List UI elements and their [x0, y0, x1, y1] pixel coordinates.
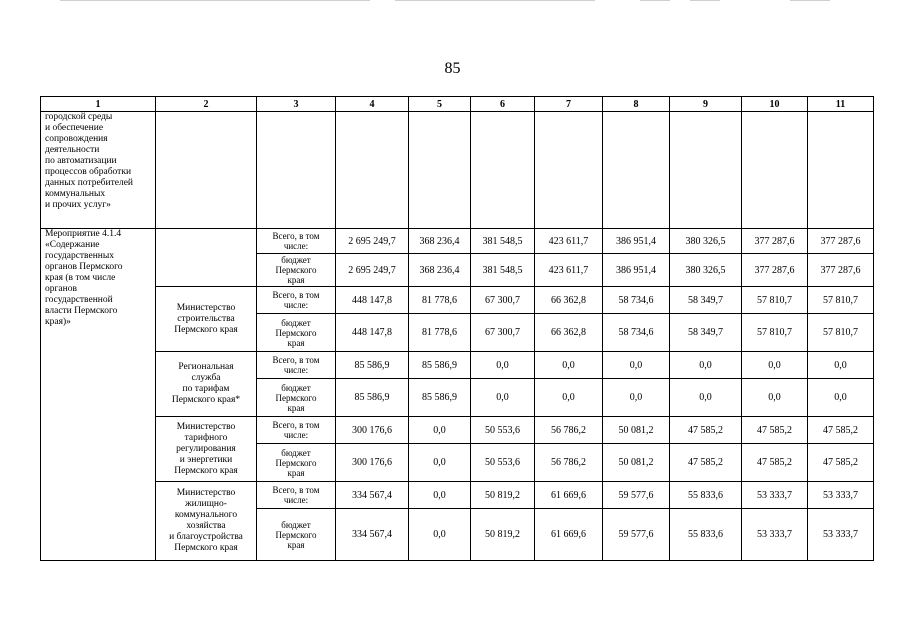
amount-cell: 59 577,6 — [603, 482, 670, 509]
table-row — [41, 417, 874, 444]
amount-cell: 386 951,4 — [603, 229, 670, 254]
column-header: 8 — [603, 97, 670, 112]
amount-cell: 423 611,7 — [535, 254, 603, 287]
amount-cell: 377 287,6 — [808, 254, 874, 287]
column-number-row — [41, 97, 874, 112]
executor-cell: Министерство строительства Пермского края — [156, 287, 257, 352]
funding-source-cell: Всего, в том числе: — [257, 482, 336, 509]
amount-cell: 0,0 — [742, 379, 808, 417]
table-row — [41, 352, 874, 379]
amount-cell: 0,0 — [535, 352, 603, 379]
amount-cell: 386 951,4 — [603, 254, 670, 287]
amount-cell: 61 669,6 — [535, 509, 603, 561]
amount-cell: 380 326,5 — [670, 254, 742, 287]
amount-cell: 0,0 — [471, 379, 535, 417]
executor-cell: Министерство тарифного регулирования и энергетики Пермского края — [156, 417, 257, 482]
amount-cell: 380 326,5 — [670, 229, 742, 254]
program-finance-table — [40, 96, 874, 561]
amount-cell: 2 695 249,7 — [336, 229, 409, 254]
amount-cell: 381 548,5 — [471, 229, 535, 254]
funding-source-cell: бюджет Пермского края — [257, 444, 336, 482]
amount-cell: 55 833,6 — [670, 509, 742, 561]
amount-cell: 423 611,7 — [535, 229, 603, 254]
amount-cell: 0,0 — [742, 352, 808, 379]
measure-name-cell: городской среды и обеспечение сопровождения деятельности по автоматизации процессов обработки данных потребителей коммунальных и прочих услуг» — [41, 112, 156, 229]
amount-cell: 50 819,2 — [471, 482, 535, 509]
amount-cell: 50 081,2 — [603, 444, 670, 482]
amount-cell: 81 778,6 — [409, 287, 471, 314]
empty-cell — [471, 112, 535, 229]
column-header: 3 — [257, 97, 336, 112]
column-header: 4 — [336, 97, 409, 112]
amount-cell: 66 362,8 — [535, 287, 603, 314]
empty-cell — [742, 112, 808, 229]
amount-cell: 59 577,6 — [603, 509, 670, 561]
empty-cell — [156, 112, 257, 229]
amount-cell: 47 585,2 — [808, 417, 874, 444]
amount-cell: 85 586,9 — [409, 352, 471, 379]
column-header: 5 — [409, 97, 471, 112]
column-header: 9 — [670, 97, 742, 112]
amount-cell: 2 695 249,7 — [336, 254, 409, 287]
amount-cell: 66 362,8 — [535, 314, 603, 352]
column-header: 11 — [808, 97, 874, 112]
empty-cell — [603, 112, 670, 229]
table-row — [41, 482, 874, 509]
amount-cell: 57 810,7 — [742, 287, 808, 314]
amount-cell: 0,0 — [670, 352, 742, 379]
amount-cell: 53 333,7 — [808, 509, 874, 561]
amount-cell: 53 333,7 — [742, 509, 808, 561]
amount-cell: 300 176,6 — [336, 444, 409, 482]
scan-edge-line — [640, 0, 670, 1]
empty-cell — [535, 112, 603, 229]
amount-cell: 0,0 — [409, 482, 471, 509]
amount-cell: 85 586,9 — [336, 352, 409, 379]
empty-cell — [257, 112, 336, 229]
funding-source-cell: Всего, в том числе: — [257, 417, 336, 444]
amount-cell: 81 778,6 — [409, 314, 471, 352]
amount-cell: 57 810,7 — [742, 314, 808, 352]
page-number: 85 — [444, 60, 461, 77]
amount-cell: 50 553,6 — [471, 444, 535, 482]
scan-edge-line — [60, 0, 370, 1]
amount-cell: 0,0 — [535, 379, 603, 417]
amount-cell: 58 349,7 — [670, 287, 742, 314]
amount-cell: 47 585,2 — [742, 444, 808, 482]
amount-cell: 47 585,2 — [808, 444, 874, 482]
amount-cell: 377 287,6 — [808, 229, 874, 254]
continuation-row — [41, 112, 874, 229]
amount-cell: 334 567,4 — [336, 482, 409, 509]
amount-cell: 448 147,8 — [336, 287, 409, 314]
executor-cell: Региональная служба по тарифам Пермского края* — [156, 352, 257, 417]
funding-source-cell: бюджет Пермского края — [257, 379, 336, 417]
amount-cell: 0,0 — [808, 379, 874, 417]
amount-cell: 0,0 — [409, 444, 471, 482]
amount-cell: 55 833,6 — [670, 482, 742, 509]
funding-source-cell: бюджет Пермского края — [257, 509, 336, 561]
amount-cell: 0,0 — [409, 509, 471, 561]
amount-cell: 0,0 — [603, 352, 670, 379]
amount-cell: 53 333,7 — [742, 482, 808, 509]
amount-cell: 47 585,2 — [742, 417, 808, 444]
amount-cell: 61 669,6 — [535, 482, 603, 509]
funding-source-cell: Всего, в том числе: — [257, 287, 336, 314]
amount-cell: 58 734,6 — [603, 287, 670, 314]
amount-cell: 368 236,4 — [409, 254, 471, 287]
column-header: 10 — [742, 97, 808, 112]
amount-cell: 0,0 — [409, 417, 471, 444]
scan-edge-line — [690, 0, 720, 1]
amount-cell: 56 786,2 — [535, 417, 603, 444]
executor-cell: Министерство жилищно- коммунального хозяйства и благоустройства Пермского края — [156, 482, 257, 561]
empty-cell — [670, 112, 742, 229]
amount-cell: 381 548,5 — [471, 254, 535, 287]
empty-cell — [409, 112, 471, 229]
amount-cell: 0,0 — [808, 352, 874, 379]
amount-cell: 448 147,8 — [336, 314, 409, 352]
table-row — [41, 287, 874, 314]
funding-source-cell: Всего, в том числе: — [257, 229, 336, 254]
amount-cell: 334 567,4 — [336, 509, 409, 561]
amount-cell: 47 585,2 — [670, 417, 742, 444]
amount-cell: 368 236,4 — [409, 229, 471, 254]
amount-cell: 56 786,2 — [535, 444, 603, 482]
measure-name-cell: Мероприятие 4.1.4 «Содержание государственных органов Пермского края (в том числе органов государственной власти Пермского края)» — [41, 229, 156, 561]
amount-cell: 0,0 — [471, 352, 535, 379]
executor-cell — [156, 229, 257, 287]
amount-cell: 300 176,6 — [336, 417, 409, 444]
amount-cell: 50 081,2 — [603, 417, 670, 444]
amount-cell: 50 819,2 — [471, 509, 535, 561]
empty-cell — [336, 112, 409, 229]
amount-cell: 377 287,6 — [742, 229, 808, 254]
amount-cell: 58 349,7 — [670, 314, 742, 352]
amount-cell: 0,0 — [603, 379, 670, 417]
amount-cell: 47 585,2 — [670, 444, 742, 482]
amount-cell: 67 300,7 — [471, 314, 535, 352]
amount-cell: 57 810,7 — [808, 287, 874, 314]
amount-cell: 58 734,6 — [603, 314, 670, 352]
empty-cell — [808, 112, 874, 229]
column-header: 6 — [471, 97, 535, 112]
amount-cell: 377 287,6 — [742, 254, 808, 287]
amount-cell: 0,0 — [670, 379, 742, 417]
scan-edge-line — [395, 0, 595, 1]
column-header: 1 — [41, 97, 156, 112]
funding-source-cell: бюджет Пермского края — [257, 254, 336, 287]
column-header: 7 — [535, 97, 603, 112]
table-row — [41, 229, 874, 254]
amount-cell: 85 586,9 — [336, 379, 409, 417]
amount-cell: 67 300,7 — [471, 287, 535, 314]
scan-edge-line — [790, 0, 830, 1]
funding-source-cell: Всего, в том числе: — [257, 352, 336, 379]
amount-cell: 85 586,9 — [409, 379, 471, 417]
amount-cell: 57 810,7 — [808, 314, 874, 352]
funding-source-cell: бюджет Пермского края — [257, 314, 336, 352]
amount-cell: 50 553,6 — [471, 417, 535, 444]
column-header: 2 — [156, 97, 257, 112]
amount-cell: 53 333,7 — [808, 482, 874, 509]
